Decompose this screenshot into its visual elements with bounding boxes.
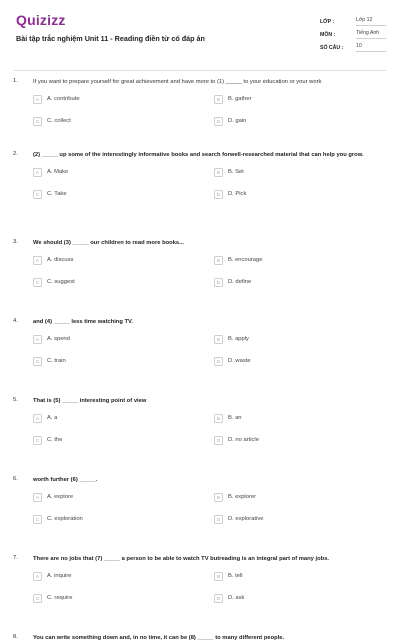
option-text: A. spend xyxy=(47,336,70,342)
option-letter-box: A xyxy=(33,493,42,502)
answer-option[interactable] xyxy=(33,255,214,265)
option-text: B. explorer xyxy=(228,494,257,500)
meta-subject-value: Tiếng Anh xyxy=(356,30,386,39)
option-letter-box: D xyxy=(214,278,223,287)
meta-class-key: LỚP : xyxy=(320,18,335,25)
option-letter-box: B xyxy=(214,493,223,502)
question-number: 6. xyxy=(13,476,18,482)
answer-options xyxy=(33,255,400,287)
question-item xyxy=(0,476,400,524)
answer-options xyxy=(33,334,400,366)
question-number: 7. xyxy=(13,555,18,561)
meta-info xyxy=(320,15,386,54)
option-letter-box: C xyxy=(33,436,42,445)
option-letter-box: A xyxy=(33,414,42,423)
question-text: and (4) _____ less time watching TV. xyxy=(33,319,133,325)
option-letter-box: C xyxy=(33,190,42,199)
question-number: 5. xyxy=(13,397,18,403)
option-text: A. explore xyxy=(47,494,74,500)
option-letter-box: D xyxy=(214,515,223,524)
option-letter-box: D xyxy=(214,190,223,199)
option-text: B. apply xyxy=(228,336,249,342)
option-text: B. an xyxy=(228,415,242,421)
option-letter-box: D xyxy=(214,357,223,366)
answer-option[interactable] xyxy=(214,94,364,104)
question-text: If you want to prepare yourself for great achievement and have more to (1) _____ to your education or your work xyxy=(33,79,322,85)
option-text: D. ask xyxy=(228,595,245,601)
option-letter-box: A xyxy=(33,335,42,344)
option-text: A. a xyxy=(47,415,58,421)
answer-option[interactable] xyxy=(33,116,214,126)
option-text: A. contribute xyxy=(47,96,80,102)
answer-option[interactable] xyxy=(33,593,214,603)
meta-count-key: SỐ CÂU : xyxy=(320,44,344,51)
option-letter-box: D xyxy=(214,436,223,445)
question-text: We should (3) _____ our children to read more books... xyxy=(33,240,184,246)
option-letter-box: B xyxy=(214,572,223,581)
option-letter-box: A xyxy=(33,572,42,581)
option-text: C. suggest xyxy=(47,279,75,285)
option-text: A. discuss xyxy=(47,257,74,263)
answer-option[interactable] xyxy=(214,356,364,366)
option-text: D. gain xyxy=(228,118,247,124)
question-item xyxy=(0,555,400,603)
option-letter-box: C xyxy=(33,594,42,603)
answer-option[interactable] xyxy=(33,167,214,177)
question-number: 1. xyxy=(13,78,18,84)
question-text: (2) _____ up some of the interestingly informative books and search forwell-researched material that can help you grow. xyxy=(33,152,364,158)
question-text: worth further (6) _____. xyxy=(33,477,98,483)
option-text: C. the xyxy=(47,437,63,443)
answer-option[interactable] xyxy=(214,492,364,502)
answer-options xyxy=(33,167,400,199)
option-letter-box: B xyxy=(214,414,223,423)
page-header xyxy=(0,0,400,66)
option-letter-box: C xyxy=(33,278,42,287)
option-text: A. Make xyxy=(47,169,69,175)
option-text: D. waste xyxy=(228,358,251,364)
answer-option[interactable] xyxy=(214,593,364,603)
option-text: B. tell xyxy=(228,573,243,579)
option-text: D. explorative xyxy=(228,516,264,522)
answer-option[interactable] xyxy=(33,492,214,502)
answer-option[interactable] xyxy=(214,334,364,344)
option-letter-box: C xyxy=(33,357,42,366)
option-text: A. inquire xyxy=(47,573,72,579)
option-letter-box: B xyxy=(214,256,223,265)
question-item xyxy=(0,78,400,126)
answer-option[interactable] xyxy=(214,277,364,287)
answer-options xyxy=(33,94,400,126)
answer-option[interactable] xyxy=(33,94,214,104)
answer-option[interactable] xyxy=(33,334,214,344)
question-number: 3. xyxy=(13,239,18,245)
option-letter-box: A xyxy=(33,95,42,104)
answer-option[interactable] xyxy=(214,255,364,265)
answer-option[interactable] xyxy=(214,514,364,524)
header-divider xyxy=(14,70,386,71)
option-letter-box: A xyxy=(33,168,42,177)
answer-options xyxy=(33,492,400,524)
answer-option[interactable] xyxy=(214,167,364,177)
question-item xyxy=(0,318,400,366)
answer-options xyxy=(33,571,400,603)
answer-option[interactable] xyxy=(214,571,364,581)
option-text: C. exploration xyxy=(47,516,83,522)
option-text: B. gather xyxy=(228,96,252,102)
option-letter-box: B xyxy=(214,168,223,177)
option-letter-box: C xyxy=(33,117,42,126)
meta-count-row xyxy=(320,41,386,54)
option-text: B. Set xyxy=(228,169,244,175)
question-text: You can write something down and, in no time, it can be (8) _____ to many different people. xyxy=(33,635,285,641)
meta-class-value: Lớp 12 xyxy=(356,17,386,26)
question-number: 4. xyxy=(13,318,18,324)
meta-count-value: 10 xyxy=(356,43,386,52)
meta-subject-row xyxy=(320,28,386,41)
option-letter-box: D xyxy=(214,117,223,126)
question-item xyxy=(0,634,400,642)
answer-option[interactable] xyxy=(214,116,364,126)
option-letter-box: D xyxy=(214,594,223,603)
option-text: C. Take xyxy=(47,191,67,197)
question-list xyxy=(0,78,400,642)
option-letter-box: B xyxy=(214,335,223,344)
option-text: B. encourage xyxy=(228,257,263,263)
question-text: There are no jobs that (7) _____ a person to be able to watch TV butreading is an integral part of many jobs. xyxy=(33,556,330,562)
answer-option[interactable] xyxy=(214,435,364,445)
option-text: D. Pick xyxy=(228,191,247,197)
answer-option[interactable] xyxy=(33,413,214,423)
question-text: That is (5) _____ interesting point of view xyxy=(33,398,147,404)
answer-option[interactable] xyxy=(33,514,214,524)
document-title: Bài tập trắc nghiệm Unit 11 - Reading điền từ có đáp án xyxy=(16,34,205,43)
answer-option[interactable] xyxy=(33,277,214,287)
answer-option[interactable] xyxy=(33,356,214,366)
question-number: 2. xyxy=(13,151,18,157)
option-letter-box: A xyxy=(33,256,42,265)
option-text: C. train xyxy=(47,358,66,364)
quizizz-logo: Quizizz xyxy=(16,12,66,28)
answer-option[interactable] xyxy=(33,189,214,199)
meta-class-row xyxy=(320,15,386,28)
question-item xyxy=(0,151,400,199)
question-number: 8. xyxy=(13,634,18,640)
option-text: C. require xyxy=(47,595,73,601)
answer-options xyxy=(33,413,400,445)
option-text: D. no article xyxy=(228,437,259,443)
answer-option[interactable] xyxy=(33,571,214,581)
meta-subject-key: MÔN : xyxy=(320,31,336,38)
question-item xyxy=(0,239,400,287)
answer-option[interactable] xyxy=(214,189,364,199)
option-text: D. define xyxy=(228,279,252,285)
answer-option[interactable] xyxy=(214,413,364,423)
option-letter-box: C xyxy=(33,515,42,524)
option-letter-box: B xyxy=(214,95,223,104)
question-item xyxy=(0,397,400,445)
option-text: C. collect xyxy=(47,118,71,124)
answer-option[interactable] xyxy=(33,435,214,445)
